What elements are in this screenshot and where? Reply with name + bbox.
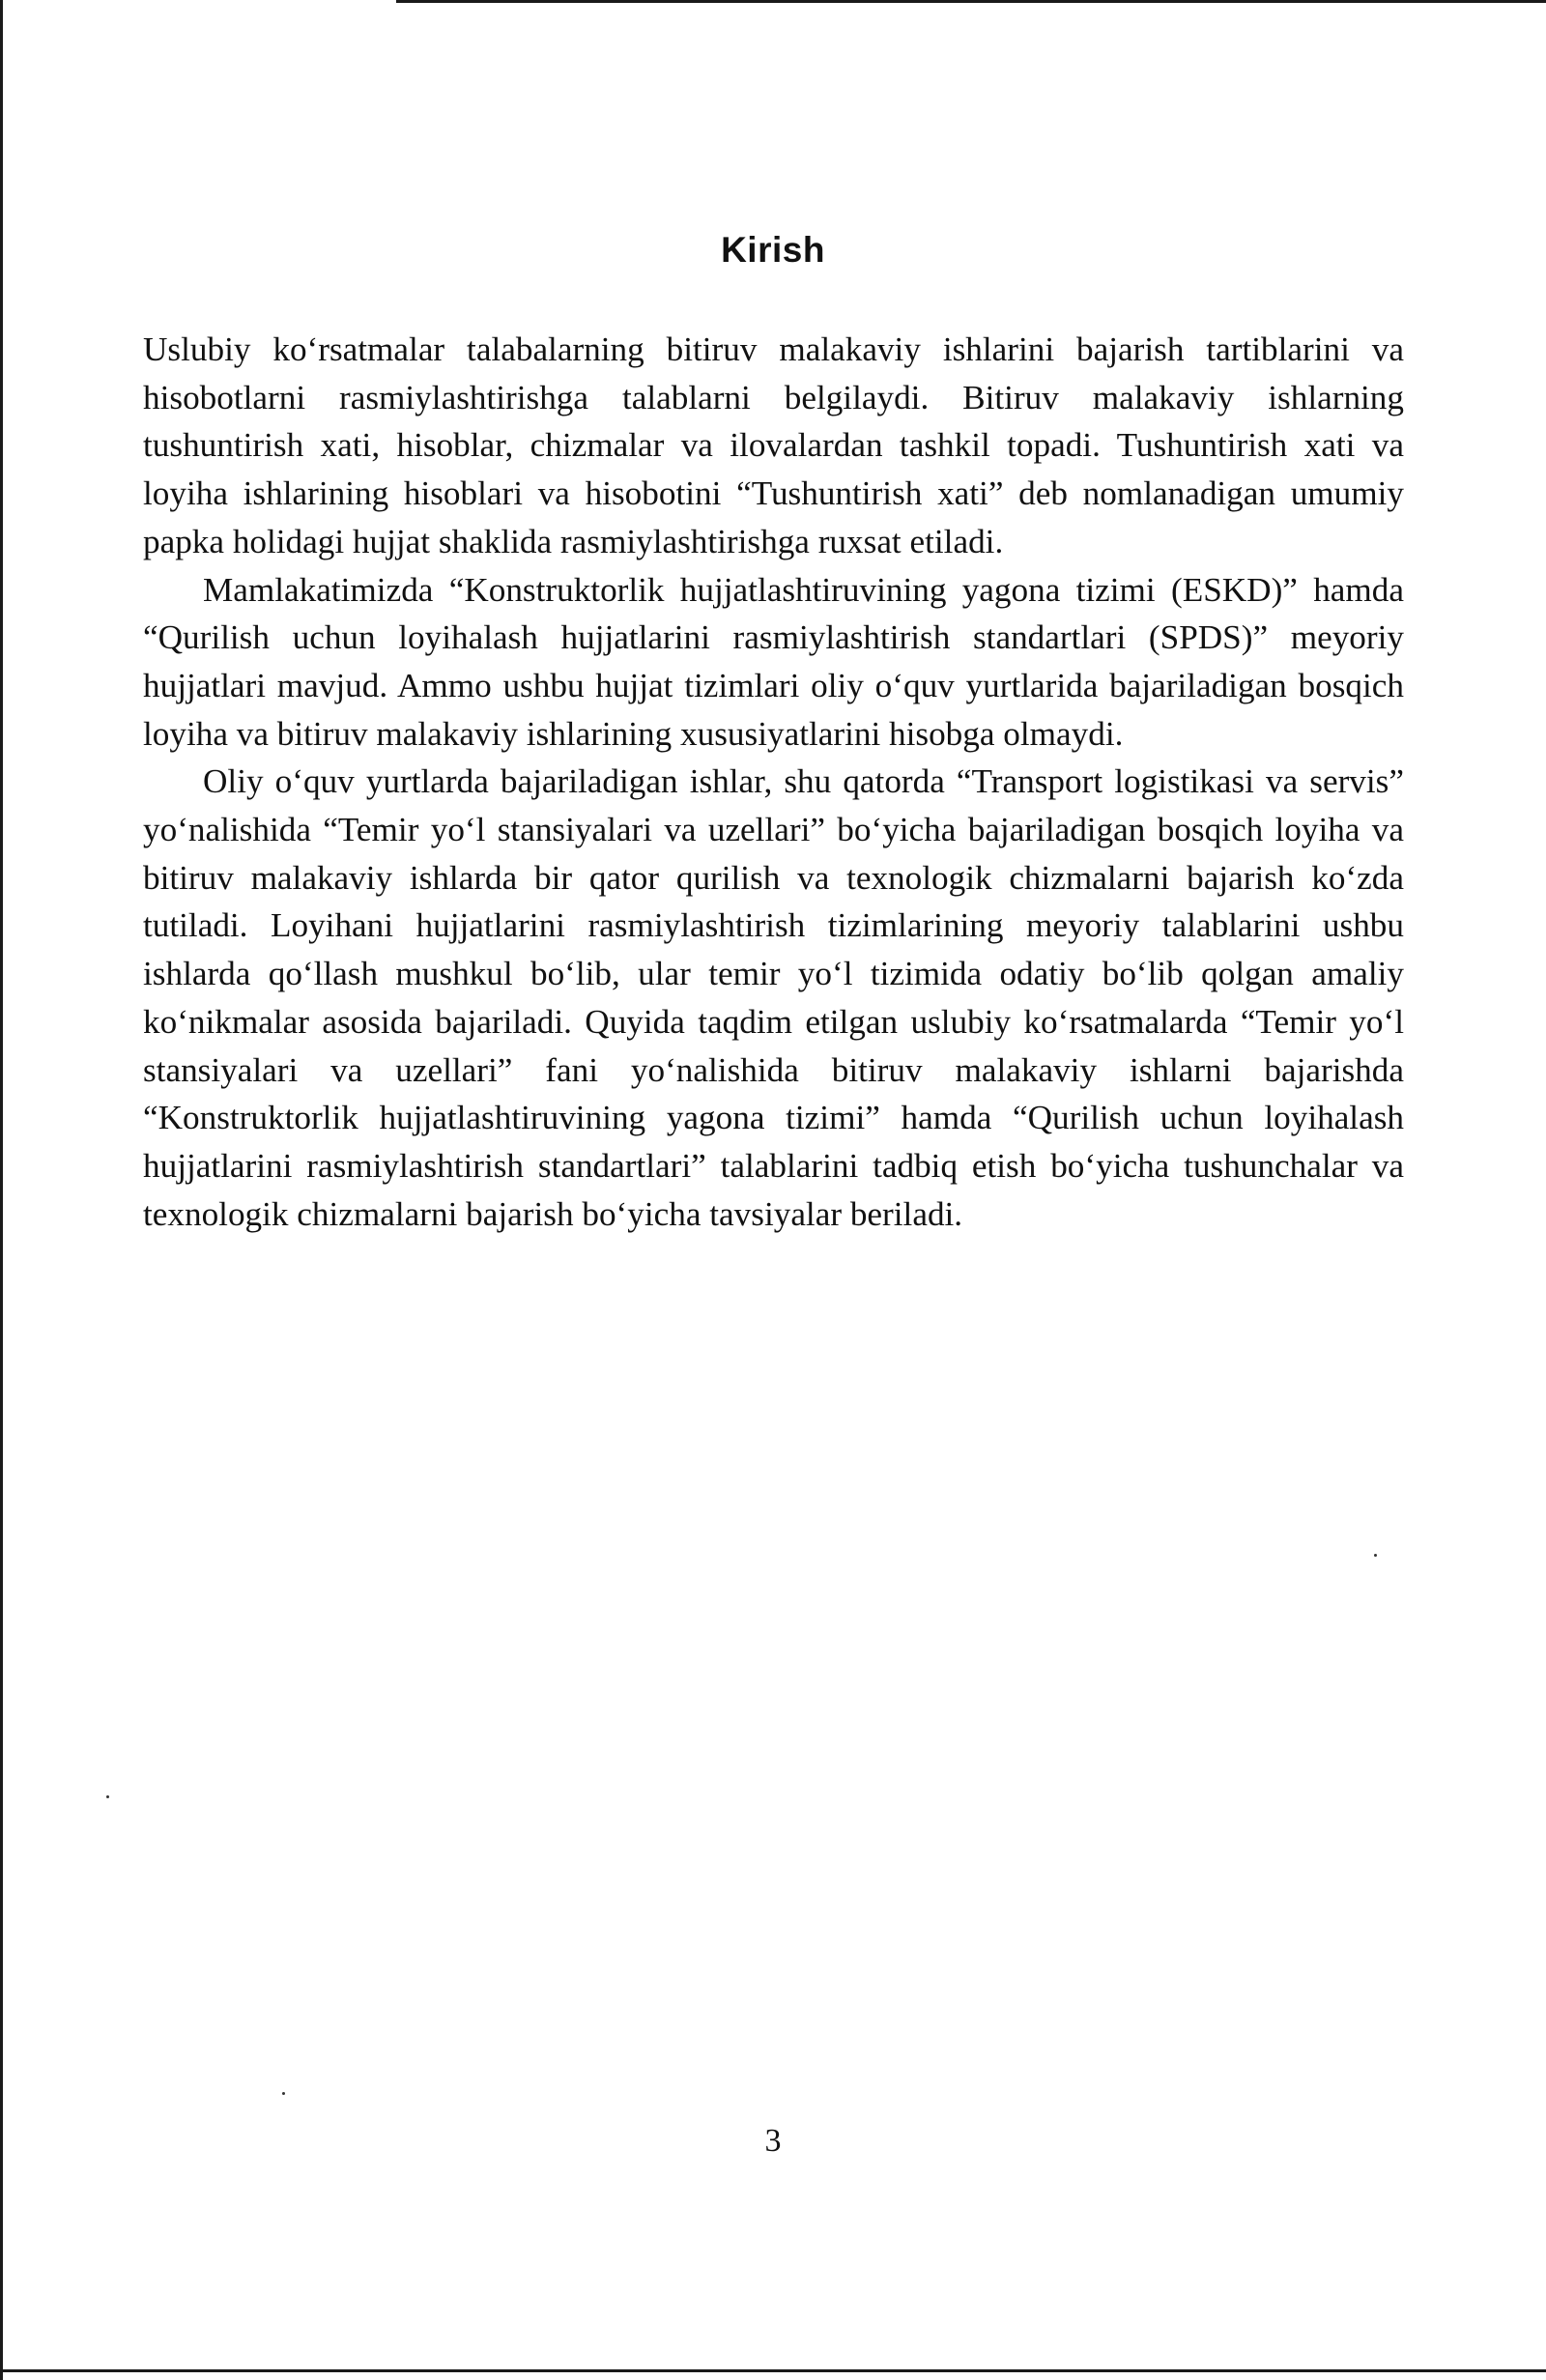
scan-border-top [396, 0, 1546, 3]
scan-speck [1374, 1554, 1377, 1557]
page-title: Kirish [721, 230, 825, 270]
paragraph-3: Oliy o‘quv yurtlarda bajariladigan ishlar, shu qatorda “Transport logistikasi va servis” yo‘nalishida “Temir yo‘l stansiyalari va uzellari” bo‘yicha bajariladigan bosqich loyiha va bitiruv malakaviy ishlarda bir qator qurilish va texnologik chizmalarni bajarish ko‘zda tutiladi. Loyihani hujjatlarini rasmiylashtirish tizimlarining meyoriy talablarini ushbu ishlarda qo‘llash mushkul bo‘lib, ular temir yo‘l tizimida odatiy bo‘lib qolgan amaliy ko‘nikmalar asosida bajariladi. Quyida taqdim etilgan uslubiy ko‘rsatmalarda “Temir yo‘l stansiyalari va uzellari” fani yo‘nalishida bitiruv malakaviy ishlarni bajarishda “Konstruktorlik hujjatlashtiruvining yagona tizimi” hamda “Qurilish uchun loyihalash hujjatlarini rasmiylashtirish standartlari” talablarini tadbiq etish bo‘yicha tushunchalar va texnologik chizmalarni bajarish bo‘yicha tavsiyalar beriladi. [143, 762, 1404, 1233]
body-text [143, 326, 1404, 1238]
scan-speck [282, 2092, 285, 2095]
scan-border-bottom [0, 2369, 1546, 2372]
scan-speck [106, 1795, 109, 1798]
paragraph-1: Uslubiy ko‘rsatmalar talabalarning bitiruv malakaviy ishlarini bajarish tartiblarini va hisobotlarni rasmiylashtirishga talablarni belgilaydi. Bitiruv malakaviy ishlarning tushuntirish xati, hisoblar, chizmalar va ilovalardan tashkil topadi. Tushuntirish xati va loyiha ishlarining hisoblari va hisobotini “Tushuntirish xati” deb nomlanadigan umumiy papka holidagi hujjat shaklida rasmiylashtirishga ruxsat etiladi. [143, 330, 1404, 560]
page-number: 3 [764, 2123, 782, 2159]
scan-border-left [0, 0, 3, 2380]
paragraph-2: Mamlakatimizda “Konstruktorlik hujjatlashtiruvining yagona tizimi (ESKD)” hamda “Qurilish uchun loyihalash hujjatlarini rasmiylashtirish standartlari (SPDS)” meyoriy hujjatlari mavjud. Ammo ushbu hujjat tizimlari oliy o‘quv yurtlarida bajariladigan bosqich loyiha va bitiruv malakaviy ishlarining xususiyatlarini hisobga olmaydi. [143, 570, 1404, 753]
